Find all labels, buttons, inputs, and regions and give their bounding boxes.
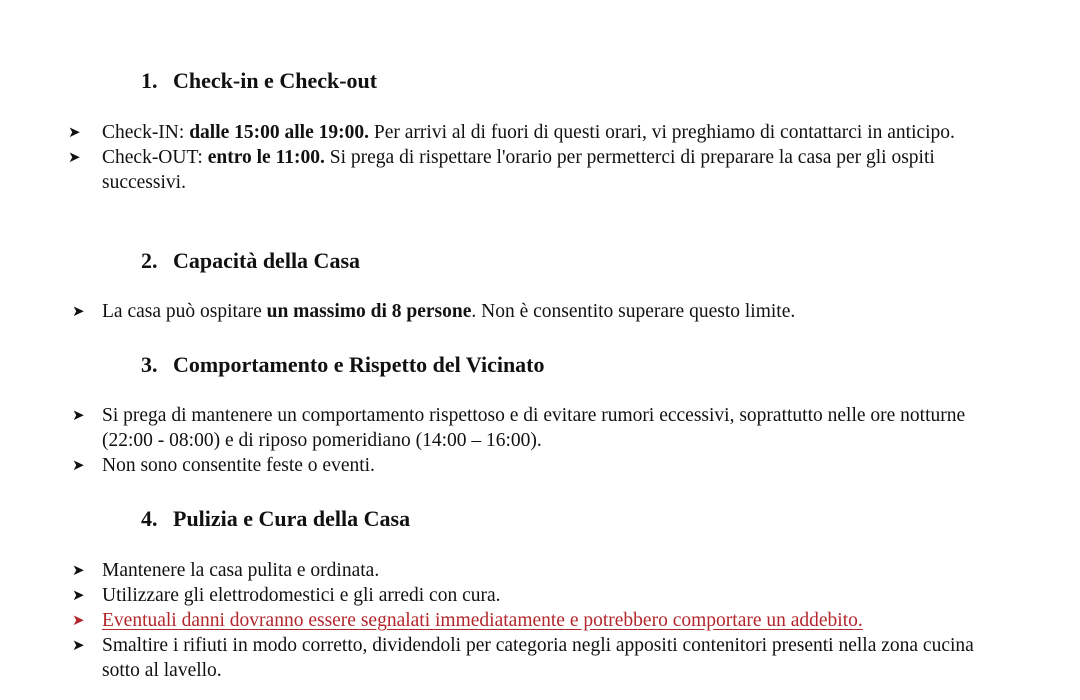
section-number: 4. xyxy=(141,506,158,531)
list-item xyxy=(0,558,982,583)
item-text-lead: La casa può ospitare xyxy=(102,301,267,322)
section-number: 1. xyxy=(141,68,158,93)
arrowhead-bullet-icon: ➤ xyxy=(72,636,85,654)
item-text-rest: . Non è consentito superare questo limite. xyxy=(471,301,796,322)
item-text-rest: Si prega di rispettare l'orario per permetterci di preparare la casa per gli ospiti successivi. xyxy=(102,147,935,193)
list-item-damage-warning xyxy=(0,608,982,633)
section-heading-capacity xyxy=(141,248,360,274)
arrowhead-bullet-icon: ➤ xyxy=(72,561,85,579)
section-title: Check-in e Check-out xyxy=(173,68,378,93)
section-heading-neighbourhood xyxy=(141,352,545,378)
item-text-highlighted: Eventuali danni dovranno essere segnalati immediatamente e potrebbero comportare un addebito. xyxy=(102,610,863,631)
list-item xyxy=(0,453,982,478)
arrowhead-bullet-icon: ➤ xyxy=(72,611,85,629)
item-text: Utilizzare gli elettrodomestici e gli arredi con cura. xyxy=(102,585,501,606)
arrowhead-bullet-icon: ➤ xyxy=(72,302,85,320)
behaviour-list xyxy=(0,403,982,478)
arrowhead-bullet-icon: ➤ xyxy=(68,148,81,166)
arrowhead-bullet-icon: ➤ xyxy=(68,123,81,141)
arrowhead-bullet-icon: ➤ xyxy=(72,456,85,474)
cleaning-list xyxy=(0,558,982,683)
section-title: Comportamento e Rispetto del Vicinato xyxy=(173,352,545,377)
item-text-bold: entro le 11:00. xyxy=(207,147,325,168)
list-item xyxy=(0,120,982,145)
item-text-lead: Check-IN: xyxy=(102,122,190,143)
list-item xyxy=(0,633,982,683)
section-heading-check-in xyxy=(141,68,377,94)
arrowhead-bullet-icon: ➤ xyxy=(72,586,85,604)
section-number: 2. xyxy=(141,248,158,273)
item-text: Smaltire i rifiuti in modo corretto, dividendoli per categoria negli appositi contenitori presenti nella zona cucina sotto al lavello. xyxy=(102,635,974,681)
list-item xyxy=(0,403,982,453)
item-text: Si prega di mantenere un comportamento rispettoso e di evitare rumori eccessivi, soprattutto nelle ore notturne (22:00 - 08:00) e di riposo pomeridiano (14:00 – 16:00). xyxy=(102,405,966,451)
item-text: Mantenere la casa pulita e ordinata. xyxy=(102,560,380,581)
arrowhead-bullet-icon: ➤ xyxy=(72,406,85,424)
section-title: Pulizia e Cura della Casa xyxy=(173,506,411,531)
capacity-list xyxy=(0,299,982,324)
list-item xyxy=(0,583,982,608)
item-text: Non sono consentite feste o eventi. xyxy=(102,455,375,476)
item-text-bold: un massimo di 8 persone xyxy=(266,301,472,322)
section-title: Capacità della Casa xyxy=(173,248,360,273)
item-text-rest: Per arrivi al di fuori di questi orari, vi preghiamo di contattarci in anticipo. xyxy=(369,122,955,143)
item-text-lead: Check-OUT: xyxy=(102,147,208,168)
list-item xyxy=(0,145,982,195)
section-heading-cleaning xyxy=(141,506,410,532)
check-in-list xyxy=(0,120,982,195)
list-item xyxy=(0,299,982,324)
section-number: 3. xyxy=(141,352,158,377)
item-text-bold: dalle 15:00 alle 19:00. xyxy=(189,122,370,143)
